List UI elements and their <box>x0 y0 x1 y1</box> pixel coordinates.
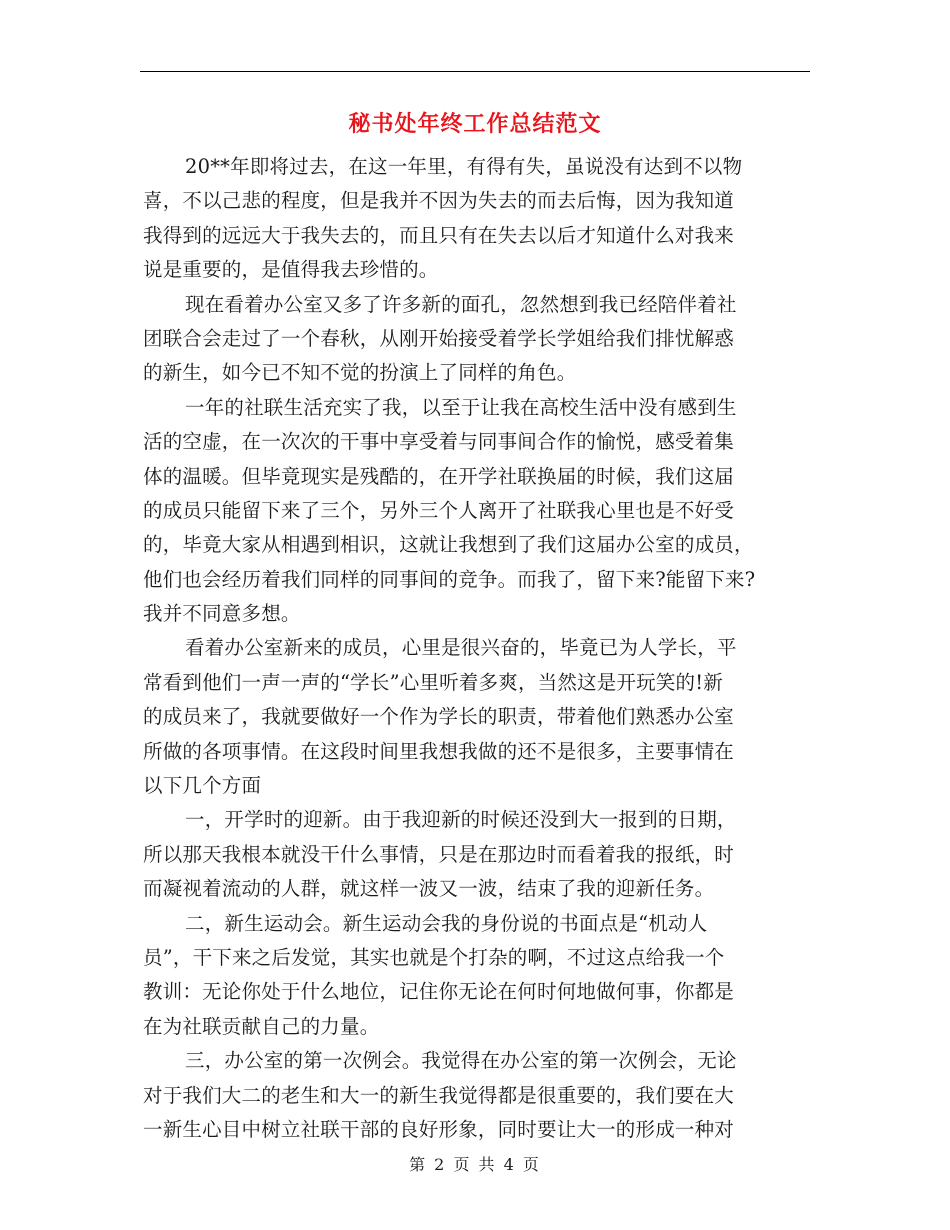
paragraph-first-line: 一，开学时的迎新。由于我迎新的时候还没到大一报到的日期， <box>185 808 737 832</box>
paragraph-line: 在为社联贡献自己的力量。 <box>143 1014 380 1038</box>
paragraph-line: 的成员只能留下来了三个，另外三个人离开了社联我心里也是不好受 <box>143 498 735 522</box>
paragraph-line: 喜，不以己悲的程度，但是我并不因为失去的而去后悔，因为我知道 <box>143 189 735 213</box>
header-rule <box>140 71 810 72</box>
paragraph-first-line: 现在看着办公室又多了许多新的面孔，忽然想到我已经陪伴着社 <box>185 292 737 316</box>
paragraph-line: 所做的各项事情。在这段时间里我想我做的还不是很多，主要事情在 <box>143 739 735 763</box>
page-number-footer: 第 2 页 共 4 页 <box>409 1155 541 1174</box>
paragraph-first-line: 看着办公室新来的成员，心里是很兴奋的，毕竟已为人学长，平 <box>185 636 737 660</box>
paragraph-line: 我得到的远远大于我失去的，而且只有在失去以后才知道什么对我来 <box>143 223 735 247</box>
paragraph-line: 员”，干下来之后发觉，其实也就是个打杂的啊，不过这点给我一个 <box>143 945 725 969</box>
paragraph-line: 所以那天我根本就没干什么事情，只是在那边时而看着我的报纸，时 <box>143 842 735 866</box>
paragraph-first-line: 二，新生运动会。新生运动会我的身份说的书面点是“机动人 <box>185 911 708 935</box>
paragraph-line: 他们也会经历着我们同样的同事间的竞争。而我了，留下来?能留下来? <box>143 567 756 591</box>
paragraph-line: 的成员来了，我就要做好一个作为学长的职责，带着他们熟悉办公室 <box>143 705 735 729</box>
paragraph-first-line: 20**年即将过去，在这一年里，有得有失，虽说没有达到不以物 <box>185 155 743 178</box>
paragraph-line: 以下几个方面 <box>143 774 262 798</box>
paragraph-line: 活的空虚，在一次次的干事中享受着与同事间合作的愉悦，感受着集 <box>143 430 735 454</box>
document-body <box>143 150 813 1147</box>
paragraph-first-line: 三，办公室的第一次例会。我觉得在办公室的第一次例会，无论 <box>185 1049 737 1073</box>
paragraph-line: 的，毕竟大家从相遇到相识，这就让我想到了我们这届办公室的成员， <box>143 533 754 557</box>
paragraph-line: 常看到他们一声一声的“学长”心里听着多爽，当然这是开玩笑的!新 <box>143 670 723 694</box>
paragraph-line: 体的温暖。但毕竟现实是残酷的，在开学社联换届的时候，我们这届 <box>143 464 735 488</box>
document-title: 秘书处年终工作总结范文 <box>348 112 602 137</box>
paragraph-first-line: 一年的社联生活充实了我，以至于让我在高校生活中没有感到生 <box>185 395 737 419</box>
paragraph-line: 教训：无论你处于什么地位，记住你无论在何时何地做何事，你都是 <box>143 980 735 1004</box>
paragraph-line: 说是重要的，是值得我去珍惜的。 <box>143 258 439 282</box>
paragraph-line: 一新生心目中树立社联干部的良好形象，同时要让大一的形成一种对 <box>143 1117 735 1141</box>
paragraph-line: 对于我们大二的老生和大一的新生我觉得都是很重要的，我们要在大 <box>143 1083 735 1107</box>
paragraph-line: 团联合会走过了一个春秋，从刚开始接受着学长学姐给我们排忧解惑 <box>143 326 735 350</box>
paragraph-line: 的新生，如今已不知不觉的扮演上了同样的角色。 <box>143 361 577 385</box>
paragraph-line: 我并不同意多想。 <box>143 602 301 626</box>
paragraph-line: 而凝视着流动的人群，就这样一波又一波，结束了我的迎新任务。 <box>143 877 715 901</box>
